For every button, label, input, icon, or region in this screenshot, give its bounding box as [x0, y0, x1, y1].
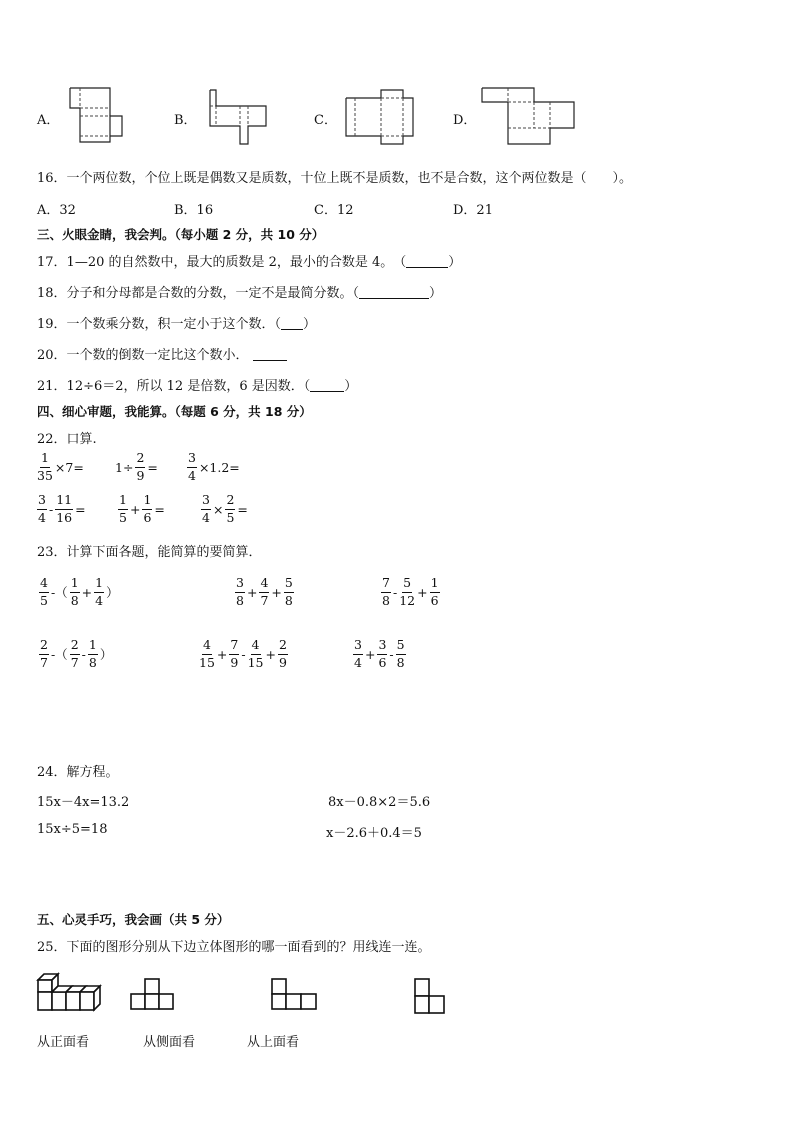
- q24-equation: 15x－4x=13.2: [37, 795, 130, 810]
- numerator: 7: [381, 577, 391, 593]
- q22-item: [36, 452, 85, 482]
- q20: [37, 344, 287, 363]
- fraction: [37, 494, 47, 524]
- q24-equation: 8x－0.8×2＝5.6: [328, 795, 431, 810]
- numerator: 2: [70, 639, 80, 655]
- operator: -: [241, 646, 246, 662]
- q25-view-shape-3: [414, 978, 448, 1018]
- denominator: 15: [247, 654, 264, 670]
- q24-stem: 24．解方程。: [37, 765, 119, 780]
- section4-title: 四、细心审题，我能算。（每题 6 分，共 18 分）: [37, 404, 312, 419]
- section5-title: 五、心灵手巧，我会画（共 5 分）: [37, 912, 230, 927]
- fraction: [430, 577, 440, 607]
- denominator: 5: [40, 592, 48, 608]
- operator: =: [154, 501, 165, 517]
- numerator: 3: [235, 577, 245, 593]
- q23-item: [352, 639, 407, 669]
- numerator: 3: [353, 639, 363, 655]
- operator: +: [216, 646, 228, 662]
- q15-option-c-label: C．: [314, 113, 337, 128]
- fraction: [70, 577, 80, 607]
- denominator: 8: [88, 654, 97, 670]
- fraction: [229, 639, 239, 669]
- numerator: 5: [284, 577, 294, 593]
- denominator: 5: [119, 509, 127, 525]
- numerator: 4: [39, 577, 49, 593]
- numerator: 5: [396, 639, 406, 655]
- q23-item: [234, 577, 295, 607]
- q18: [37, 282, 442, 301]
- fraction: [381, 577, 391, 607]
- operator: -: [48, 501, 54, 517]
- q17-close: ）: [448, 255, 462, 270]
- operator: +: [246, 584, 258, 600]
- numerator: 3: [37, 494, 47, 510]
- denominator: 4: [354, 654, 362, 670]
- q15-option-a-net-figure: [68, 86, 128, 148]
- denominator: 9: [230, 654, 239, 670]
- denominator: 5: [226, 509, 235, 525]
- fraction: [396, 639, 406, 669]
- operator: +: [417, 584, 428, 600]
- fraction: [187, 452, 197, 482]
- fraction: [94, 577, 104, 607]
- operator: ）: [99, 647, 113, 662]
- operator: 1÷: [115, 459, 134, 475]
- denominator: 7: [260, 592, 269, 608]
- numerator: 1: [142, 494, 152, 510]
- q25-label-side: 从侧面看: [143, 1035, 196, 1050]
- denominator: 4: [95, 592, 104, 608]
- fraction: [377, 639, 387, 669]
- fraction: [259, 577, 269, 607]
- denominator: 9: [278, 654, 287, 670]
- q15-option-d-net-figure: [480, 86, 578, 148]
- operator: +: [265, 646, 276, 662]
- numerator: 4: [251, 639, 261, 655]
- numerator: 1: [40, 452, 50, 468]
- operator: +: [129, 501, 141, 517]
- q25-solid-figure: [38, 972, 102, 1014]
- operator: =: [75, 501, 86, 517]
- operator: -: [392, 584, 398, 600]
- q16-option: D．21: [453, 203, 493, 218]
- operator: +: [81, 584, 93, 600]
- q15-option-d-label: D．: [453, 113, 477, 128]
- fraction: [199, 639, 215, 669]
- q21: [37, 375, 357, 394]
- denominator: 4: [188, 467, 196, 483]
- denominator: 6: [430, 592, 439, 608]
- fraction: [353, 639, 363, 669]
- denominator: 16: [56, 509, 73, 525]
- numerator: 2: [278, 639, 288, 655]
- q18-text: 18．分子和分母都是合数的分数，一定不是最简分数。（: [37, 286, 360, 301]
- numerator: 1: [70, 577, 80, 593]
- q24-equation: x－2.6＋0.4＝5: [326, 826, 422, 841]
- operator: =: [237, 501, 248, 517]
- denominator: 8: [236, 592, 244, 608]
- q17: [37, 251, 461, 270]
- q19-text: 19．一个数乘分数，积一定小于这个数．（: [37, 317, 282, 332]
- fraction: [55, 494, 73, 524]
- denominator: 7: [70, 654, 79, 670]
- operator: ×: [212, 501, 224, 517]
- numerator: 3: [201, 494, 211, 510]
- numerator: 1: [430, 577, 440, 593]
- denominator: 12: [399, 592, 416, 608]
- denominator: 4: [202, 509, 210, 525]
- denominator: 7: [40, 654, 48, 670]
- denominator: 6: [378, 654, 387, 670]
- q21-answer-blank[interactable]: [310, 378, 344, 392]
- numerator: 2: [39, 639, 49, 655]
- q17-answer-blank[interactable]: [406, 254, 448, 268]
- operator: =: [147, 459, 158, 475]
- q15-option-b-label: B．: [174, 113, 197, 128]
- fraction: [37, 452, 53, 482]
- numerator: 3: [377, 639, 387, 655]
- q16-stem: 16．一个两位数，个位上既是偶数又是质数，十位上既不是质数，也不是合数，这个两位数是（ ）。: [37, 171, 633, 186]
- q22-item: [117, 494, 166, 524]
- operator: -（: [50, 585, 68, 600]
- denominator: 35: [37, 467, 53, 483]
- q24-equation: 15x÷5=18: [37, 822, 108, 837]
- q18-answer-blank[interactable]: [359, 285, 429, 299]
- q23-item: [38, 577, 120, 607]
- operator: -: [389, 646, 394, 662]
- denominator: 8: [396, 654, 405, 670]
- operator: -: [81, 646, 86, 662]
- fraction: [225, 494, 235, 524]
- fraction: [201, 494, 211, 524]
- numerator: 5: [402, 577, 412, 593]
- numerator: 7: [229, 639, 239, 655]
- q15-option-c-net-figure: [343, 88, 417, 148]
- operator: ×7=: [54, 459, 84, 475]
- q23-item: [38, 639, 113, 669]
- denominator: 4: [38, 509, 46, 525]
- numerator: 3: [187, 452, 197, 468]
- q23-item: [380, 577, 441, 607]
- q21-close: ）: [344, 379, 358, 394]
- section3-title: 三、火眼金睛，我会判。（每小题 2 分，共 10 分）: [37, 227, 325, 242]
- q18-close: ）: [429, 286, 443, 301]
- fraction: [88, 639, 98, 669]
- fraction: [70, 639, 80, 669]
- operator: ）: [106, 585, 119, 600]
- denominator: 6: [143, 509, 152, 525]
- q22-item: [114, 452, 159, 482]
- q19: [37, 313, 316, 332]
- operator: +: [364, 646, 376, 662]
- numerator: 1: [94, 577, 104, 593]
- fraction: [135, 452, 145, 482]
- fraction: [39, 639, 49, 669]
- denominator: 15: [199, 654, 215, 670]
- q20-text: 20．一个数的倒数一定比这个数小．: [37, 348, 249, 363]
- q25-view-shape-1: [130, 978, 178, 1014]
- q22-stem: 22．口算.: [37, 432, 97, 447]
- q22-item: [186, 452, 241, 482]
- denominator: 9: [136, 467, 145, 483]
- q15-option-b-net-figure: [206, 88, 270, 148]
- q19-answer-blank[interactable]: [281, 316, 303, 330]
- denominator: 8: [284, 592, 293, 608]
- operator: +: [271, 584, 282, 600]
- q22-item: [200, 494, 249, 524]
- q25-view-shape-2: [271, 978, 323, 1014]
- q16-option: C．12: [314, 203, 354, 218]
- fraction: [235, 577, 245, 607]
- numerator: 1: [118, 494, 128, 510]
- fraction: [118, 494, 128, 524]
- numerator: 2: [225, 494, 235, 510]
- q21-text: 21．12÷6＝2，所以 12 是倍数，6 是因数．（: [37, 379, 311, 394]
- denominator: 8: [382, 592, 390, 608]
- q16-option: A．32: [37, 203, 76, 218]
- q22-item: [36, 494, 87, 524]
- q23-stem: 23．计算下面各题，能简算的要简算．: [37, 545, 262, 560]
- q20-answer-blank[interactable]: [253, 347, 287, 361]
- q25-stem: 25．下面的图形分别从下边立体图形的哪一面看到的？用线连一连。: [37, 940, 431, 955]
- numerator: 11: [55, 494, 73, 510]
- numerator: 4: [202, 639, 212, 655]
- q16-option: B．16: [174, 203, 214, 218]
- q25-label-front: 从正面看: [37, 1035, 90, 1050]
- fraction: [278, 639, 288, 669]
- operator: -（: [50, 647, 68, 662]
- denominator: 8: [70, 592, 79, 608]
- fraction: [142, 494, 152, 524]
- q15-option-a-label: A．: [37, 113, 60, 128]
- fraction: [399, 577, 415, 607]
- numerator: 4: [259, 577, 269, 593]
- fraction: [284, 577, 294, 607]
- fraction: [39, 577, 49, 607]
- numerator: 1: [88, 639, 98, 655]
- q19-close: ）: [303, 317, 317, 332]
- q23-item: [198, 639, 289, 669]
- q25-label-top: 从上面看: [247, 1035, 300, 1050]
- fraction: [248, 639, 264, 669]
- q17-text: 17．1—20 的自然数中，最大的质数是 2，最小的合数是 4。 （: [37, 255, 407, 270]
- operator: ×1.2=: [198, 459, 240, 475]
- numerator: 2: [135, 452, 145, 468]
